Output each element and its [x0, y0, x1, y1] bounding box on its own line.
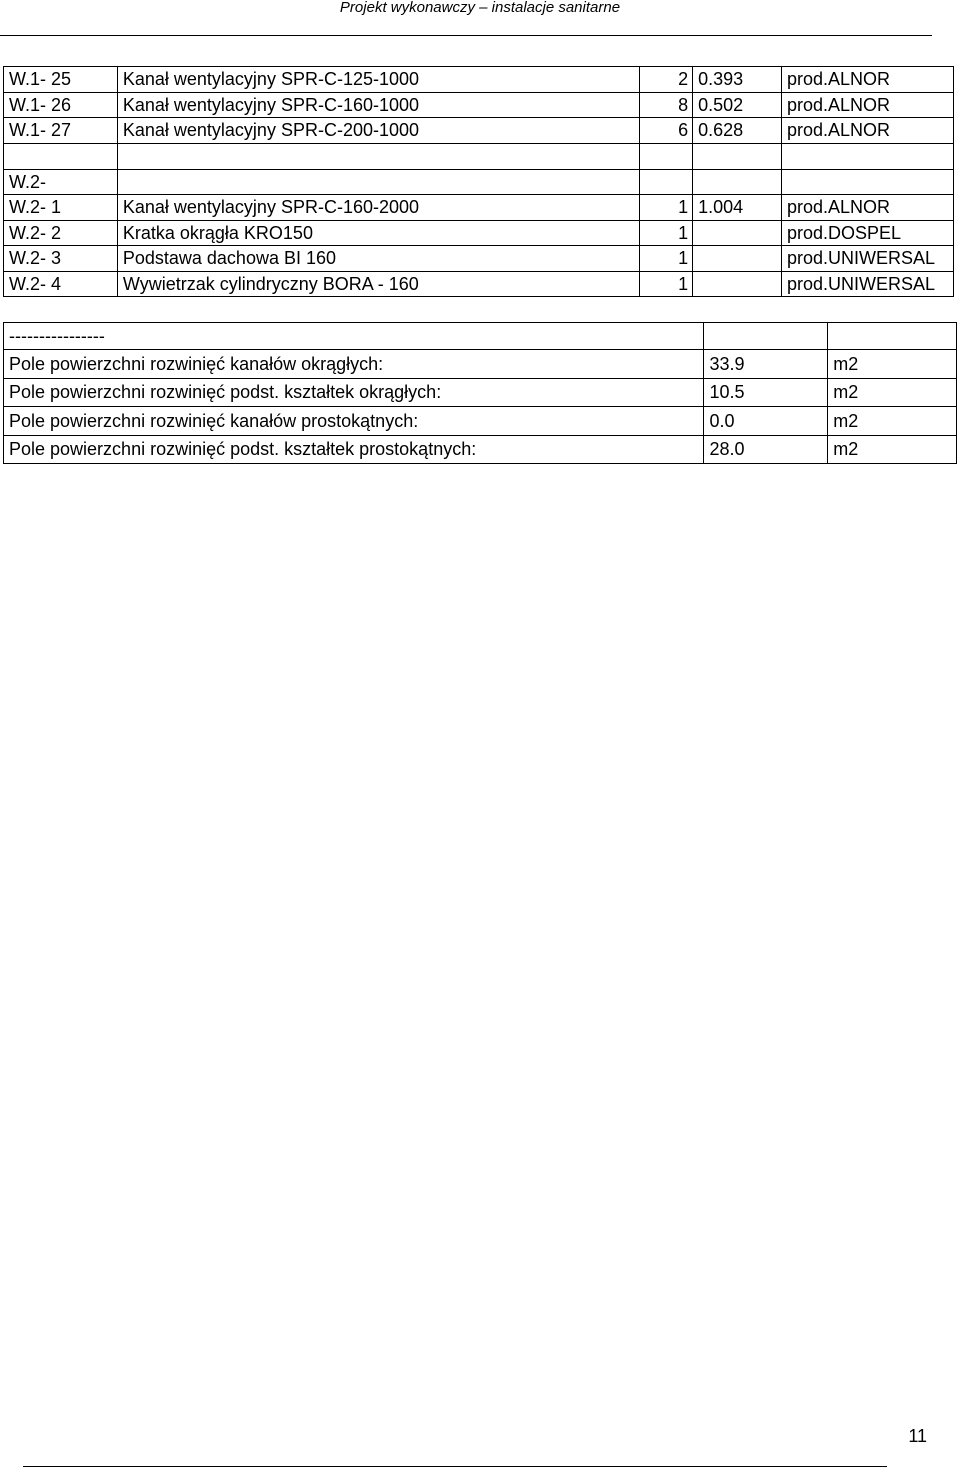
table-row	[4, 246, 954, 272]
item-producer	[782, 169, 954, 195]
page-header-title: Projekt wykonawczy – instalacje sanitarne	[339, 0, 621, 16]
summary-unit: m2	[828, 378, 957, 407]
item-producer: prod.ALNOR	[782, 67, 954, 93]
table-row	[4, 435, 957, 464]
summary-label: Pole powierzchni rozwinięć kanałów okrągłych:	[4, 350, 704, 379]
items-table	[3, 66, 954, 297]
item-value	[693, 220, 782, 246]
summary-table	[3, 322, 957, 464]
summary-unit: m2	[828, 435, 957, 464]
summary-unit: m2	[828, 407, 957, 436]
item-code: W.2- 1	[4, 195, 118, 221]
table-row	[4, 143, 954, 169]
footer-rule	[23, 1466, 887, 1467]
item-name: Kanał wentylacyjny SPR-C-160-2000	[117, 195, 639, 221]
item-value: 0.628	[693, 118, 782, 144]
table-row	[4, 118, 954, 144]
item-value: 0.502	[693, 92, 782, 118]
summary-separator: ----------------	[4, 323, 704, 350]
item-value: 0.393	[693, 67, 782, 93]
table-row	[4, 407, 957, 436]
item-code: W.2- 4	[4, 271, 118, 297]
summary-value: 0.0	[704, 407, 828, 436]
summary-value: 28.0	[704, 435, 828, 464]
summary-label: Pole powierzchni rozwinięć kanałów prostokątnych:	[4, 407, 704, 436]
summary-empty-cell	[704, 323, 828, 350]
table-row	[4, 195, 954, 221]
item-qty: 1	[640, 220, 693, 246]
item-qty: 2	[640, 67, 693, 93]
item-producer: prod.ALNOR	[782, 118, 954, 144]
item-producer: prod.UNIWERSAL	[782, 271, 954, 297]
summary-value: 10.5	[704, 378, 828, 407]
item-producer: prod.ALNOR	[782, 195, 954, 221]
header-rule	[0, 35, 932, 36]
item-code: W.1- 27	[4, 118, 118, 144]
item-qty	[640, 143, 693, 169]
summary-unit: m2	[828, 350, 957, 379]
item-name	[117, 169, 639, 195]
item-code	[4, 143, 118, 169]
table-row	[4, 169, 954, 195]
item-code: W.1- 26	[4, 92, 118, 118]
item-name	[117, 143, 639, 169]
table-row	[4, 67, 954, 93]
item-value	[693, 169, 782, 195]
summary-separator-row	[4, 323, 957, 350]
item-qty: 6	[640, 118, 693, 144]
table-row	[4, 271, 954, 297]
item-name: Podstawa dachowa BI 160	[117, 246, 639, 272]
item-name: Wywietrzak cylindryczny BORA - 160	[117, 271, 639, 297]
item-qty: 1	[640, 195, 693, 221]
item-code: W.2- 3	[4, 246, 118, 272]
table-row	[4, 350, 957, 379]
item-code: W.1- 25	[4, 67, 118, 93]
item-producer: prod.ALNOR	[782, 92, 954, 118]
item-value	[693, 271, 782, 297]
table-row	[4, 220, 954, 246]
item-name: Kratka okrągła KRO150	[117, 220, 639, 246]
item-name: Kanał wentylacyjny SPR-C-125-1000	[117, 67, 639, 93]
item-name: Kanał wentylacyjny SPR-C-200-1000	[117, 118, 639, 144]
item-qty: 1	[640, 246, 693, 272]
summary-empty-cell	[828, 323, 957, 350]
summary-value: 33.9	[704, 350, 828, 379]
item-code: W.2- 2	[4, 220, 118, 246]
item-qty: 1	[640, 271, 693, 297]
item-name: Kanał wentylacyjny SPR-C-160-1000	[117, 92, 639, 118]
item-qty	[640, 169, 693, 195]
item-value	[693, 143, 782, 169]
item-value: 1.004	[693, 195, 782, 221]
page-number: 11	[908, 1426, 927, 1446]
item-producer	[782, 143, 954, 169]
item-code: W.2-	[4, 169, 118, 195]
item-value	[693, 246, 782, 272]
summary-label: Pole powierzchni rozwinięć podst. kształtek okrągłych:	[4, 378, 704, 407]
table-row	[4, 378, 957, 407]
item-qty: 8	[640, 92, 693, 118]
item-producer: prod.UNIWERSAL	[782, 246, 954, 272]
item-producer: prod.DOSPEL	[782, 220, 954, 246]
table-row	[4, 92, 954, 118]
summary-label: Pole powierzchni rozwinięć podst. kształtek prostokątnych:	[4, 435, 704, 464]
